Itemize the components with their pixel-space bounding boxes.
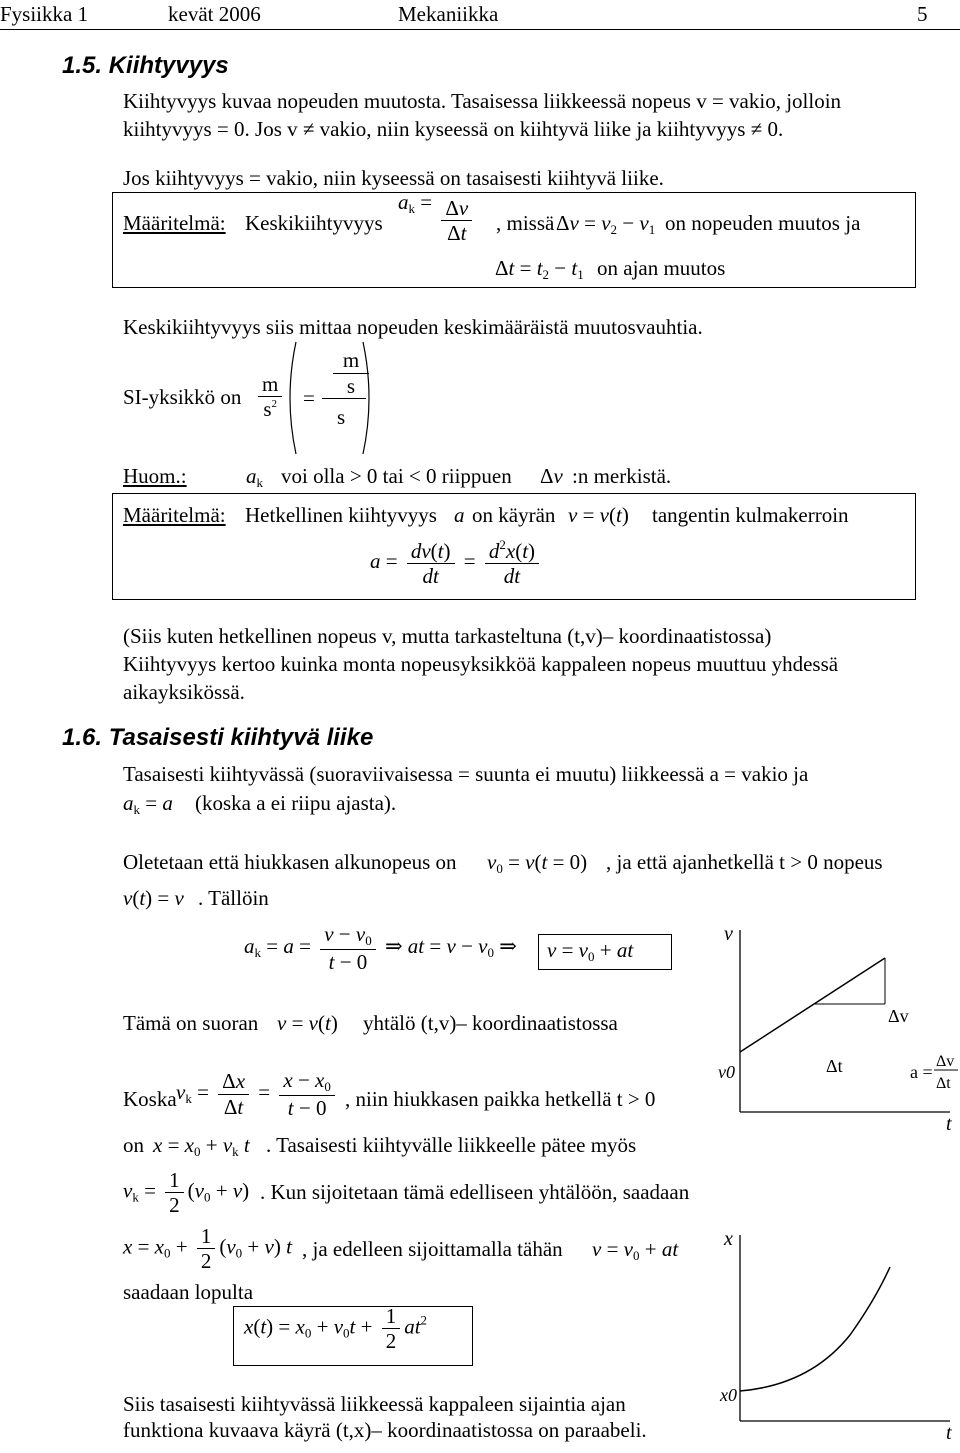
a-label: a = <box>910 1062 933 1082</box>
slope-numerator: Δv <box>936 1053 955 1070</box>
formula-ak-equals-a: $a_k = a$ <box>123 791 173 817</box>
v0-label: v0 <box>718 1062 735 1082</box>
paragraph: , ja että ajanhetkellä t > 0 nopeus <box>606 850 883 874</box>
definition-dv-text: on nopeuden muutos ja <box>665 211 861 235</box>
definition-dt-text: on ajan muutos <box>597 256 726 280</box>
paragraph: on <box>123 1133 144 1157</box>
header-rule <box>0 29 960 30</box>
paragraph: kiihtyvyys = 0. Jos v ≠ vakio, niin kyseessä on kiihtyvä liike ja kiihtyvyys ≠ 0. <box>123 117 784 141</box>
definition-where: , missä <box>496 211 555 235</box>
dt-label: Δt <box>826 1056 843 1076</box>
x0-label: x0 <box>720 1385 737 1405</box>
definition-label: Määritelmä: <box>123 211 226 235</box>
note-text: voi olla > 0 tai < 0 riippuen <box>281 464 512 488</box>
formula-delta-t: $\Delta t = t_2 - t_1$ <box>495 256 584 282</box>
fraction-bar <box>322 398 366 399</box>
paragraph: Kiihtyvyys kertoo kuinka monta nopeusyksikköä kappaleen nopeus muuttuu yhdessä <box>123 652 839 676</box>
definition-tail: tangentin kulmakerroin <box>652 503 849 527</box>
formula-v-of-t: v = v(t) <box>568 503 629 527</box>
paragraph: yhtälö (t,v)– koordinaatistossa <box>363 1011 618 1035</box>
paragraph: Keskikiihtyvyys siis mittaa nopeuden keskimääräistä muutosvauhtia. <box>123 315 703 339</box>
dv-label: Δv <box>888 1006 909 1026</box>
paragraph: Kiihtyvyys kuvaa nopeuden muutosta. Tasaisessa liikkeessä nopeus v = vakio, jolloin <box>123 89 842 113</box>
note-label: Huom.: <box>123 464 187 488</box>
formula-si-unit: $\frac{m}{s^2}$ <box>254 372 286 421</box>
paragraph: Koska <box>123 1087 177 1111</box>
formula-velocity-result: $v = v_0$ + at <box>547 938 634 964</box>
paragraph: , niin hiukkasen paikka hetkellä t > 0 <box>345 1087 656 1111</box>
velocity-line <box>740 958 885 1052</box>
paragraph: . Tällöin <box>198 886 269 910</box>
formula-derivation-velocity: $a_k = a$ = $\frac{v - v_0}{t - 0}$ ⇒ at = $v - v_0$ ⇒ <box>244 922 517 974</box>
formula-si-unit-expanded: m s <box>333 348 369 399</box>
y-axis-label: v <box>724 923 733 945</box>
velocity-time-graph <box>700 920 960 1140</box>
header-term: kevät 2006 <box>168 2 261 26</box>
equals-sign: = <box>303 386 315 410</box>
paragraph: (koska a ei riipu ajasta). <box>195 791 397 815</box>
paragraph: (Siis kuten hetkellinen nopeus v, mutta tarkasteltuna (t,v)– koordinaatistossa) <box>123 624 772 648</box>
definition-text: Keskikiihtyvyys <box>245 211 383 235</box>
position-parabola <box>740 1267 890 1391</box>
paragraph: Oletetaan että hiukkasen alkunopeus on <box>123 850 457 874</box>
formula-initial-velocity: $v_0 = v(t = 0)$ <box>487 850 588 876</box>
formula-v-t-equals-v: v(t) = v <box>123 886 184 910</box>
si-unit-text: SI-yksikkö on <box>123 385 242 409</box>
formula-delta-v: $\Delta v = v_2 - v_1$ <box>556 211 656 237</box>
definition-mid: on käyrän <box>472 503 556 527</box>
header-page-number: 5 <box>917 2 928 26</box>
symbol-a: a <box>454 503 465 527</box>
formula-average-velocity: $v_k$ = $\frac{\Delta x}{\Delta t}$ = $\frac{x - x_0}{t - 0}$ <box>176 1068 339 1120</box>
paragraph: . Kun sijoitetaan tämä edelliseen yhtälöön, saadaan <box>260 1180 690 1204</box>
formula-position-avg: $x = x_0 + v_k$ t <box>153 1133 250 1159</box>
definition-label: Määritelmä: <box>123 503 226 527</box>
x-axis-label: t <box>946 1113 952 1135</box>
formula-position-result: $x(t) = x_0 + v_0t$ + $\frac{1}{2}$ $at^2$ <box>244 1304 428 1354</box>
header-subject: Mekaniikka <box>398 2 499 26</box>
paragraph: funktiona kuvaava käyrä (t,x)– koordinaatistossa on paraabeli. <box>123 1418 647 1442</box>
y-axis-label: x <box>724 1228 733 1250</box>
note-delta-v: Δv <box>540 464 563 488</box>
paragraph: aikayksikössä. <box>123 680 245 704</box>
note-symbol: $a_k$ <box>246 464 263 490</box>
header-course: Fysiikka 1 <box>0 2 89 26</box>
section-title-1-6: 1.6. Tasaisesti kiihtyvä liike <box>62 724 374 751</box>
slope-denominator: Δt <box>936 1075 951 1092</box>
paragraph: saadaan lopulta <box>123 1280 254 1304</box>
paragraph: Tasaisesti kiihtyvässä (suoraviivaisessa = suunta ei muutu) liikkeessä a = vakio ja <box>123 762 809 786</box>
section-title-1-5: 1.5. Kiihtyvyys <box>62 52 229 79</box>
definition-text: Hetkellinen kiihtyvyys <box>245 503 437 527</box>
paragraph: Jos kiihtyvyys = vakio, niin kyseessä on tasaisesti kiihtyvä liike. <box>123 166 664 190</box>
position-time-graph <box>700 1225 960 1445</box>
paragraph: Tämä on suoran <box>123 1011 259 1035</box>
formula-instant-acceleration: a = $\frac{dv(t)}{dt}$ = $\frac{d^2x(t)}{dt}$ <box>370 538 543 588</box>
formula-avg-velocity-mean: $v_k$ = $\frac{1}{2}$ $(v_0 + v)$ <box>123 1168 250 1218</box>
note-tail: :n merkistä. <box>572 464 672 488</box>
paragraph: Siis tasaisesti kiihtyvässä liikkeessä kappaleen sijaintia ajan <box>123 1392 626 1416</box>
paragraph: , ja edelleen sijoittamalla tähän <box>302 1237 563 1261</box>
si-denominator: s <box>337 405 346 429</box>
formula-velocity-inline: $v = v_0$ + at <box>592 1237 679 1263</box>
paragraph: . Tasaisesti kiihtyvälle liikkeelle pätee myös <box>266 1133 637 1157</box>
formula-position-substituted: $x = x_0$ + $\frac{1}{2}$ $(v_0 + v)$ t <box>123 1224 292 1274</box>
formula-average-acceleration: $a_k$ = $\frac{\Delta v}{\Delta t}$ <box>398 190 476 245</box>
x-axis-label: t <box>946 1422 952 1444</box>
formula-v-equals-v-t: v = v(t) <box>277 1011 338 1035</box>
